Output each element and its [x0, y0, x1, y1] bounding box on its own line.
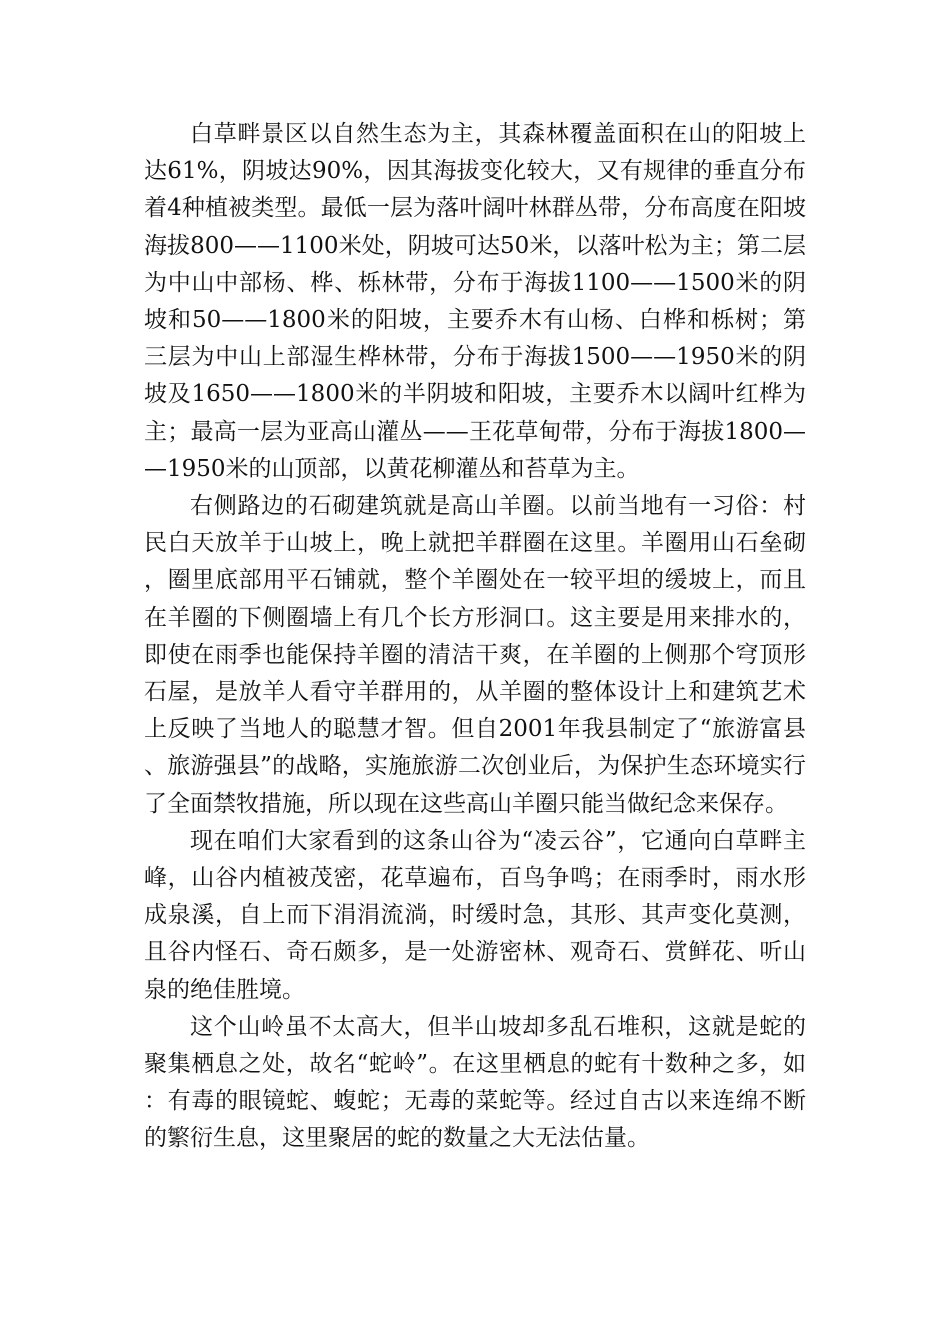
paragraph-snake-ridge: 这个山岭虽不太高大，但半山坡却多乱石堆积，这就是蛇的聚集栖息之处，故名“蛇岭”。在这里栖息的蛇有十数种之多，如：有毒的眼镜蛇、蝮蛇；无毒的菜蛇等。经过自古以来连绵不断的繁衍生息，这里聚居的蛇的数量之大无法估量。	[144, 1013, 806, 1152]
paragraph-mountain-sheepfold: 右侧路边的石砌建筑就是高山羊圈。以前当地有一习俗：村民白天放羊于山坡上，晚上就把羊群圈在这里。羊圈用山石垒砌，圈里底部用平石铺就，整个羊圈处在一较平坦的缓坡上，而且在羊圈的下侧圈墙上有几个长方形洞口。这主要是用来排水的，即使在雨季也能保持羊圈的清洁干爽，在羊圈的上侧那个穹顶形石屋，是放羊人看守羊群用的，从羊圈的整体设计上和建筑艺术上反映了当地人的聪慧才智。但自2001年我县制定了“旅游富县、旅游强县”的战略，实施旅游二次创业后，为保护生态环境实行了全面禁牧措施，所以现在这些高山羊圈只能当做纪念来保存。	[144, 493, 806, 817]
paragraph-lingyun-valley: 现在咱们大家看到的这条山谷为“凌云谷”，它通向白草畔主峰，山谷内植被茂密，花草遍布，百鸟争鸣；在雨季时，雨水形成泉溪，自上而下涓涓流淌，时缓时急，其形、其声变化莫测，且谷内怪石、奇石颇多，是一处游密林、观奇石、赏鲜花、听山泉的绝佳胜境。	[144, 827, 806, 1003]
paragraph-vegetation-zones: 白草畔景区以自然生态为主，其森林覆盖面积在山的阳坡上达61%，阴坡达90%，因其海拔变化较大，又有规律的垂直分布着4种植被类型。最低一层为落叶阔叶林群丛带，分布高度在阳坡海拔800——1100米处，阴坡可达50米，以落叶松为主；第二层为中山中部杨、桦、栎林带，分布于海拔1100——1500米的阴坡和50——1800米的阳坡，主要乔木有山杨、白桦和栎树；第三层为中山上部湿生桦林带，分布于海拔1500——1950米的阴坡及1650——1800米的半阴坡和阳坡，主要乔木以阔叶红桦为主；最高一层为亚高山灌丛——王花草甸带，分布于海拔1800——1950米的山顶部，以黄花柳灌丛和苔草为主。	[144, 121, 806, 482]
document-body	[144, 116, 806, 1158]
